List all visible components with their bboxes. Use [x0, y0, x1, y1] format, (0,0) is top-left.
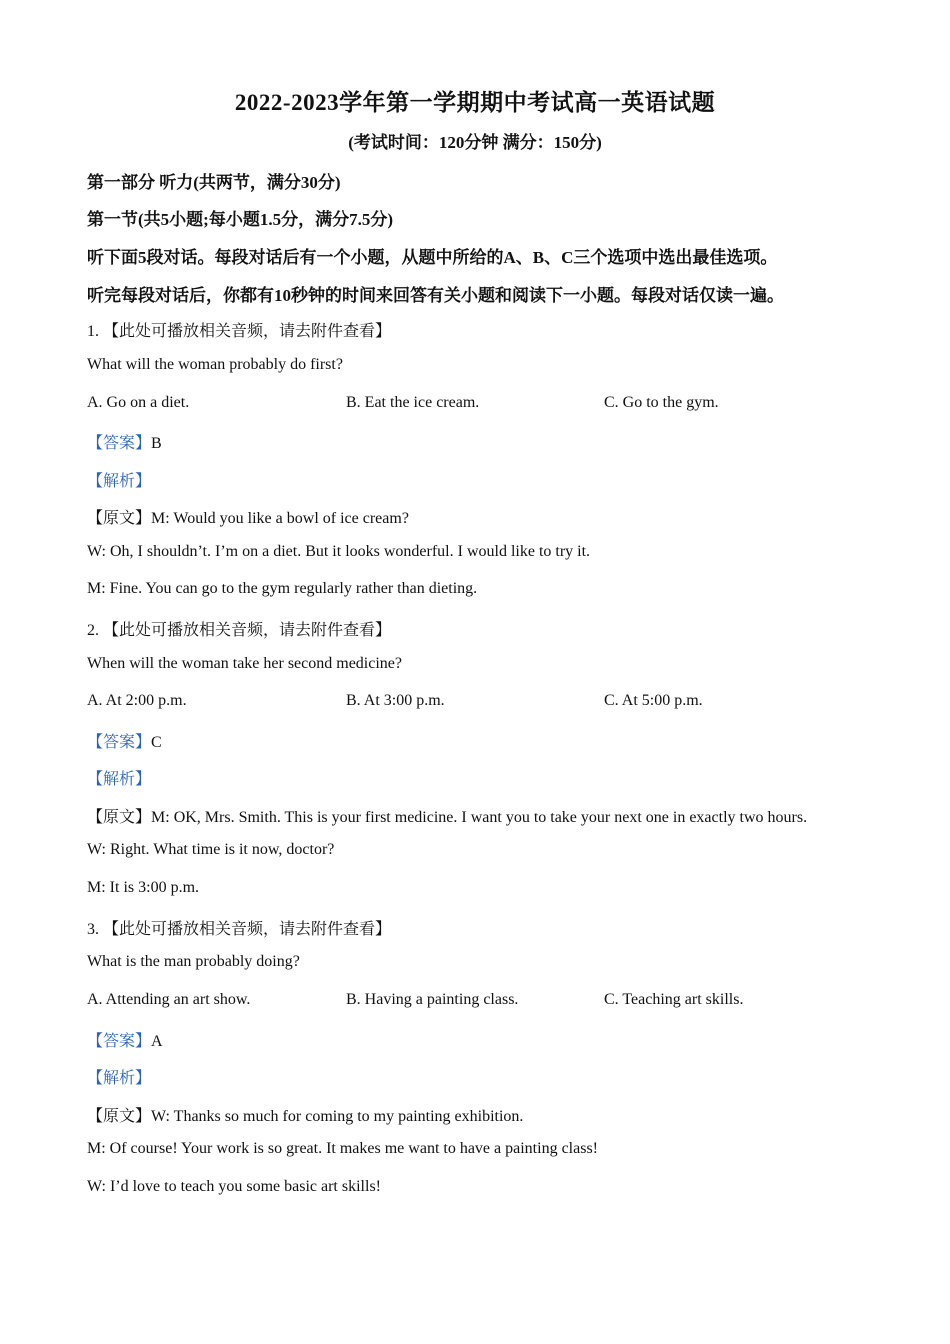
answer-value: A: [151, 1033, 163, 1050]
transcript-line: M: Fine. You can go to the gym regularly rather than dieting.: [87, 580, 478, 597]
answer-label: 【答案】: [87, 734, 152, 751]
option-a: A. Go on a diet.: [87, 394, 190, 411]
option-c: C. At 5:00 p.m.: [604, 692, 703, 709]
audio-note[interactable]: 3. 【此处可播放相关音频，请去附件查看】: [87, 921, 392, 938]
option-b: B. At 3:00 p.m.: [346, 692, 445, 709]
transcript-line: [87, 1103, 887, 1126]
option-b: B. Eat the ice cream.: [346, 394, 480, 411]
instruction-line-1: 听下面5段对话。每段对话后有一个小题，从题中所给的A、B、C三个选项中选出最佳选项。: [87, 248, 778, 267]
original-label: 【原文】: [87, 809, 152, 826]
audio-note[interactable]: 1. 【此处可播放相关音频，请去附件查看】: [87, 323, 392, 340]
original-label: 【原文】: [87, 1108, 152, 1125]
transcript-text: M: OK, Mrs. Smith. This is your first medicine. I want you to take your next one in exactly two hours.: [151, 809, 808, 826]
part-heading: 第一部分 听力(共两节，满分30分): [87, 173, 341, 192]
answer-line: [87, 430, 887, 453]
transcript-text: W: Thanks so much for coming to my painting exhibition.: [151, 1108, 524, 1125]
transcript-line: W: Right. What time is it now, doctor?: [87, 841, 335, 858]
transcript-line: M: It is 3:00 p.m.: [87, 879, 200, 896]
option-b: B. Having a painting class.: [346, 991, 519, 1008]
question-text: When will the woman take her second medicine?: [87, 655, 402, 672]
answer-value: B: [151, 435, 162, 452]
option-a: A. At 2:00 p.m.: [87, 692, 187, 709]
instruction-line-2: 听完每段对话后，你都有10秒钟的时间来回答有关小题和阅读下一小题。每段对话仅读一遍。: [87, 286, 784, 305]
transcript-line: M: Of course! Your work is so great. It makes me want to have a painting class!: [87, 1140, 598, 1157]
answer-line: [87, 729, 887, 752]
transcript-line: W: Oh, I shouldn’t. I’m on a diet. But it looks wonderful. I would like to try it.: [87, 543, 591, 560]
answer-label: 【答案】: [87, 435, 152, 452]
answer-line: [87, 1028, 887, 1051]
transcript-line: [87, 804, 887, 827]
transcript-line: [87, 505, 887, 528]
transcript-text: M: Would you like a bowl of ice cream?: [151, 510, 409, 527]
option-c: C. Go to the gym.: [604, 394, 719, 411]
exam-info: (考试时间：120分钟 满分：150分): [348, 133, 602, 152]
analysis-label: 【解析】: [87, 1070, 152, 1087]
analysis-label: 【解析】: [87, 473, 152, 490]
answer-value: C: [151, 734, 162, 751]
transcript-line: W: I’d love to teach you some basic art skills!: [87, 1178, 381, 1195]
question-text: What is the man probably doing?: [87, 953, 300, 970]
page-title: 2022-2023学年第一学期期中考试高一英语试题: [234, 90, 716, 115]
original-label: 【原文】: [87, 510, 152, 527]
option-c: C. Teaching art skills.: [604, 991, 744, 1008]
section-heading: 第一节(共5小题;每小题1.5分，满分7.5分): [87, 210, 393, 229]
answer-label: 【答案】: [87, 1033, 152, 1050]
analysis-label: 【解析】: [87, 771, 152, 788]
question-text: What will the woman probably do first?: [87, 356, 343, 373]
option-a: A. Attending an art show.: [87, 991, 251, 1008]
audio-note[interactable]: 2. 【此处可播放相关音频，请去附件查看】: [87, 622, 392, 639]
